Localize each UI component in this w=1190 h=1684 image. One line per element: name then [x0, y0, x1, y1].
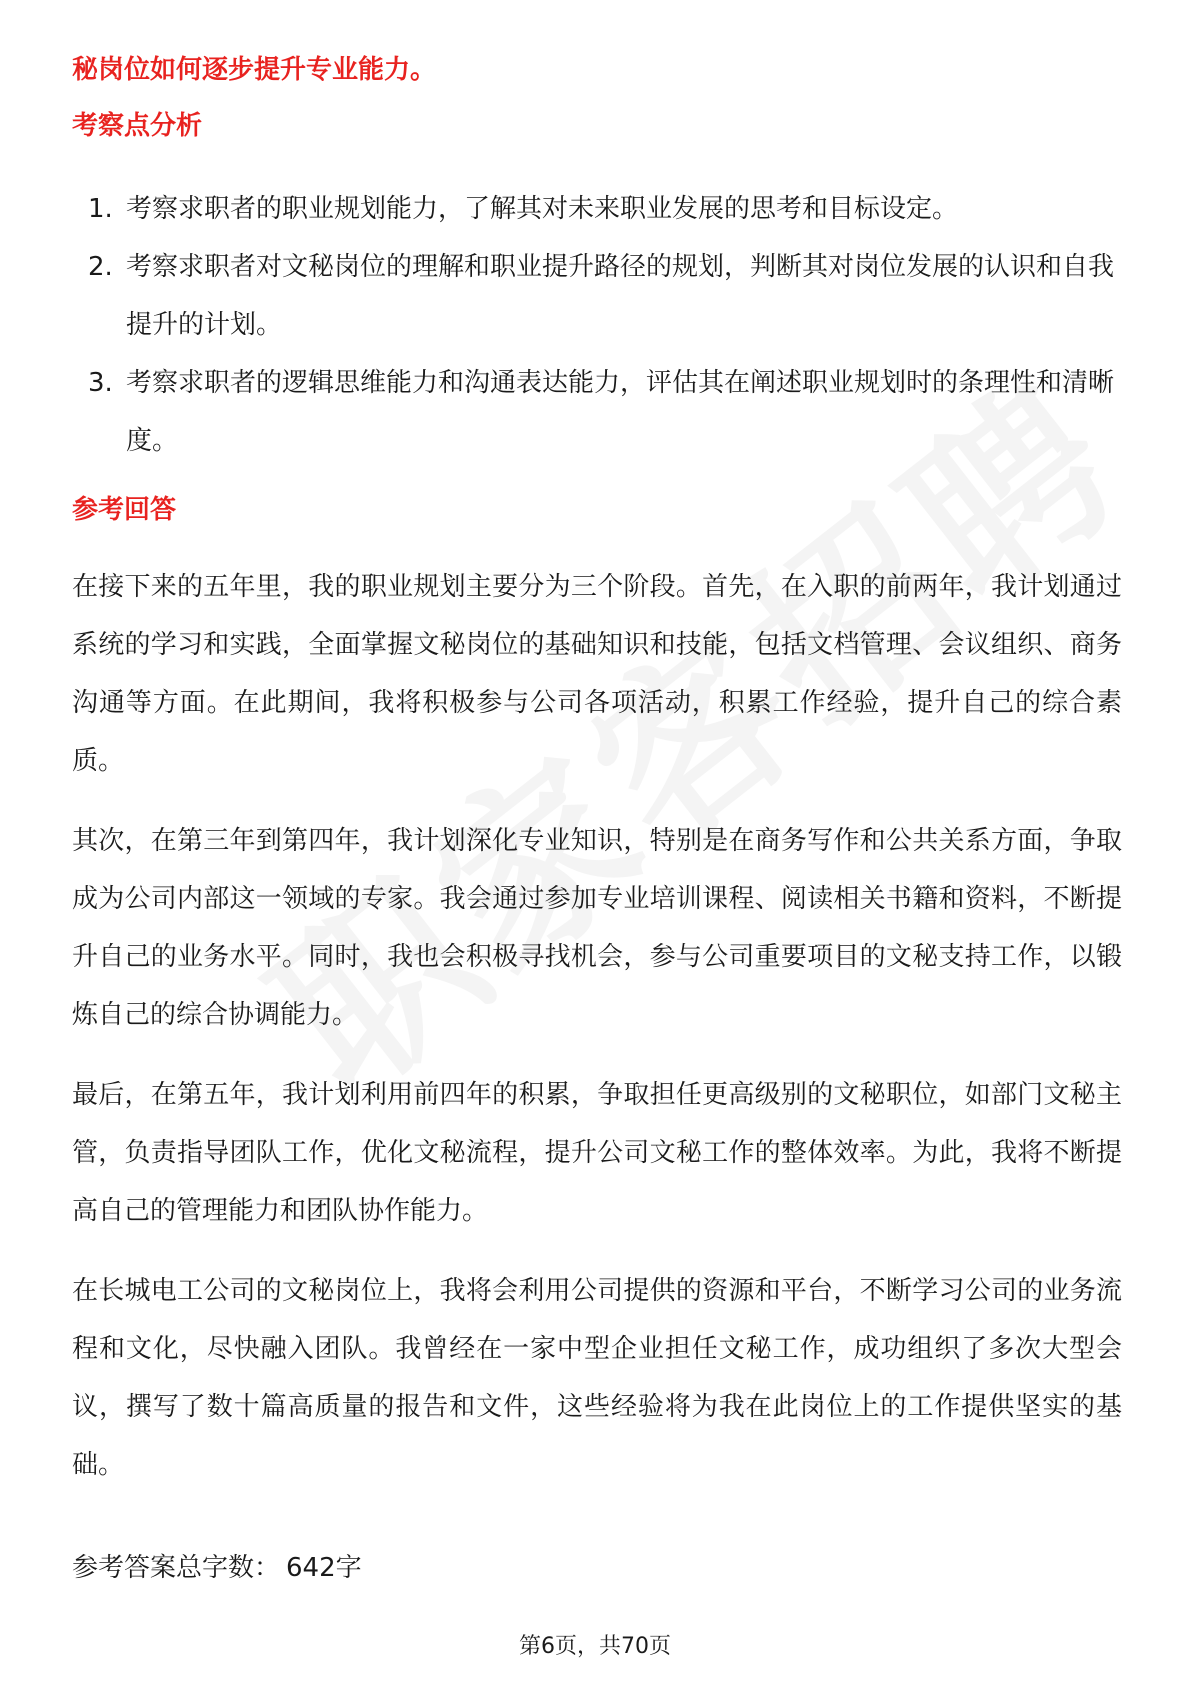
answer-paragraph: 其次，在第三年到第四年，我计划深化专业知识，特别是在商务写作和公共关系方面，争取成为公司内部这一领域的专家。我会通过参加专业培训课程、阅读相关书籍和资料，不断提升自己的业务水平。同时，我也会积极寻找机会，参与公司重要项目的文秘支持工作，以锻炼自己的综合协调能力。: [72, 826, 1122, 1030]
point-number: 2.: [88, 252, 113, 282]
answer-paragraph: 在接下来的五年里，我的职业规划主要分为三个阶段。首先，在入职的前两年，我计划通过系统的学习和实践，全面掌握文秘岗位的基础知识和技能，包括文档管理、会议组织、商务沟通等方面。在此期间，我将积极参与公司各项活动，积累工作经验，提升自己的综合素质。: [72, 572, 1122, 776]
point-number: 3.: [88, 368, 113, 398]
analysis-point: [88, 238, 1128, 354]
intro-line: 秘岗位如何逐步提升专业能力。: [72, 55, 437, 85]
analysis-points-list: [88, 180, 1128, 470]
point-text: 考察求职者的职业规划能力，了解其对未来职业发展的思考和目标设定。: [126, 194, 959, 224]
analysis-point: [88, 354, 1128, 470]
point-text: 考察求职者的逻辑思维能力和沟通表达能力，评估其在阐述职业规划时的条理性和清晰度。: [126, 368, 1115, 456]
page-footer: 第6页，共70页: [519, 1634, 671, 1659]
answer-paragraph: 在长城电工公司的文秘岗位上，我将会利用公司提供的资源和平台，不断学习公司的业务流程和文化，尽快融入团队。我曾经在一家中型企业担任文秘工作，成功组织了多次大型会议，撰写了数十篇高质量的报告和文件，这些经验将为我在此岗位上的工作提供坚实的基础。: [72, 1276, 1122, 1480]
word-count: [72, 1548, 362, 1588]
analysis-point: [88, 180, 1128, 238]
analysis-heading: 考察点分析: [72, 111, 203, 141]
point-number: 1.: [88, 194, 113, 224]
word-count-label: 参考答案总字数：: [72, 1553, 281, 1583]
answer-paragraph: 最后，在第五年，我计划利用前四年的积累，争取担任更高级别的文秘职位，如部门文秘主管，负责指导团队工作，优化文秘流程，提升公司文秘工作的整体效率。为此，我将不断提高自己的管理能力和团队协作能力。: [72, 1080, 1122, 1226]
word-count-value: 642字: [286, 1553, 362, 1583]
answer-heading: 参考回答: [72, 495, 177, 525]
point-text: 考察求职者对文秘岗位的理解和职业提升路径的规划，判断其对岗位发展的认识和自我提升的计划。: [126, 252, 1115, 340]
